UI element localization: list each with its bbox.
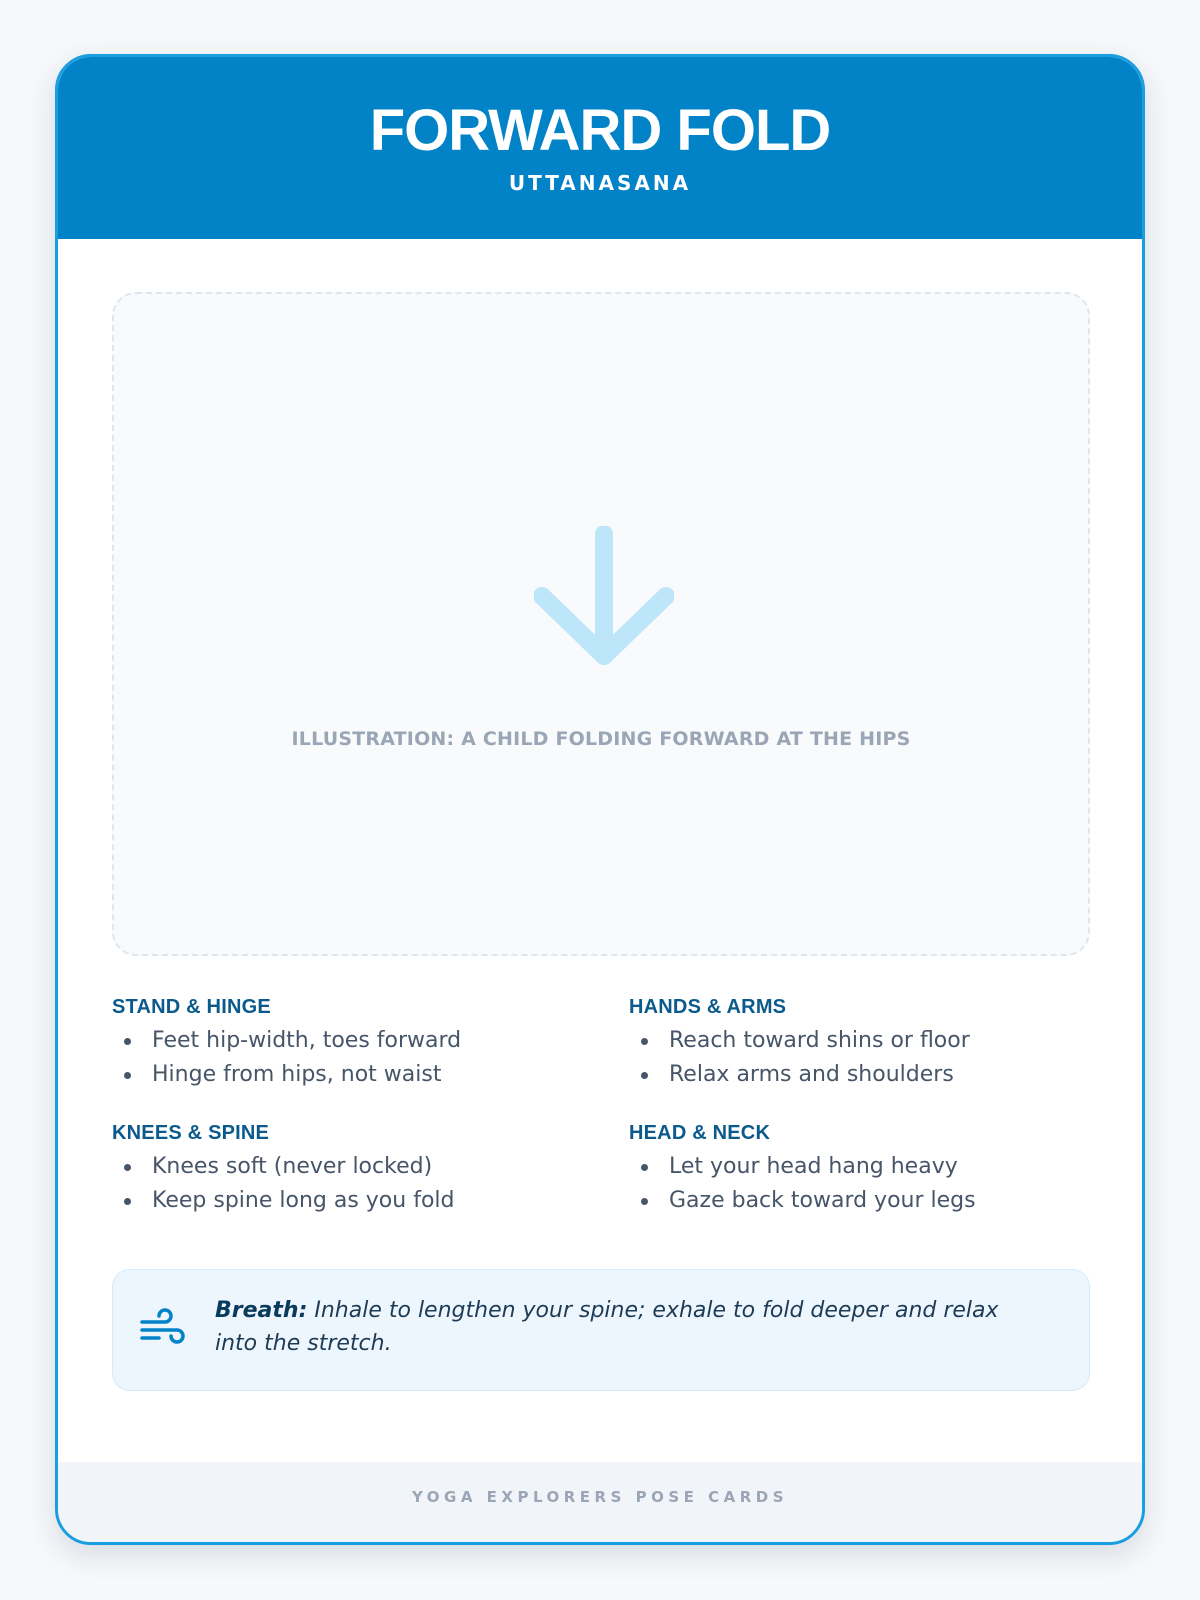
cue-grid (112, 994, 1090, 1234)
breath-body: Inhale to lengthen your spine; exhale to fold deeper and relax into the stretch. (215, 1298, 999, 1356)
cue-item: Hinge from hips, not waist (112, 1058, 572, 1092)
cue-group-head-neck (629, 1120, 1089, 1218)
pose-card (55, 54, 1145, 1545)
breath-text (215, 1294, 1045, 1360)
pose-title: FORWARD FOLD (369, 98, 831, 163)
cue-title: STAND & HINGE (112, 996, 271, 1018)
cue-group-hands-arms (629, 994, 1089, 1092)
cue-title: HANDS & ARMS (629, 996, 787, 1018)
cue-list (629, 1150, 1089, 1218)
cue-list (112, 1024, 572, 1092)
cue-item: Keep spine long as you fold (112, 1184, 572, 1218)
illustration-caption: ILLUSTRATION: A CHILD FOLDING FORWARD AT THE HIPS (291, 728, 911, 750)
cue-item: Gaze back toward your legs (629, 1184, 1089, 1218)
arrow-down-icon (534, 526, 674, 666)
cue-title: HEAD & NECK (629, 1122, 771, 1144)
cue-title: KNEES & SPINE (112, 1122, 270, 1144)
pose-subtitle: UTTANASANA (508, 171, 692, 195)
card-footer (58, 1462, 1142, 1542)
illustration-placeholder (112, 292, 1090, 956)
card-header (58, 57, 1142, 239)
cue-group-stand-hinge (112, 994, 572, 1092)
footer-text: YOGA EXPLORERS POSE CARDS (411, 1488, 789, 1506)
cue-item: Let your head hang heavy (629, 1150, 1089, 1184)
wind-icon (139, 1308, 187, 1352)
cue-item: Knees soft (never locked) (112, 1150, 572, 1184)
cue-item: Feet hip-width, toes forward (112, 1024, 572, 1058)
cue-item: Relax arms and shoulders (629, 1058, 1089, 1092)
cue-list (629, 1024, 1089, 1092)
cue-group-knees-spine (112, 1120, 572, 1218)
cue-item: Reach toward shins or floor (629, 1024, 1089, 1058)
breath-label: Breath: (215, 1298, 308, 1323)
breath-tip (112, 1269, 1090, 1391)
cue-list (112, 1150, 572, 1218)
